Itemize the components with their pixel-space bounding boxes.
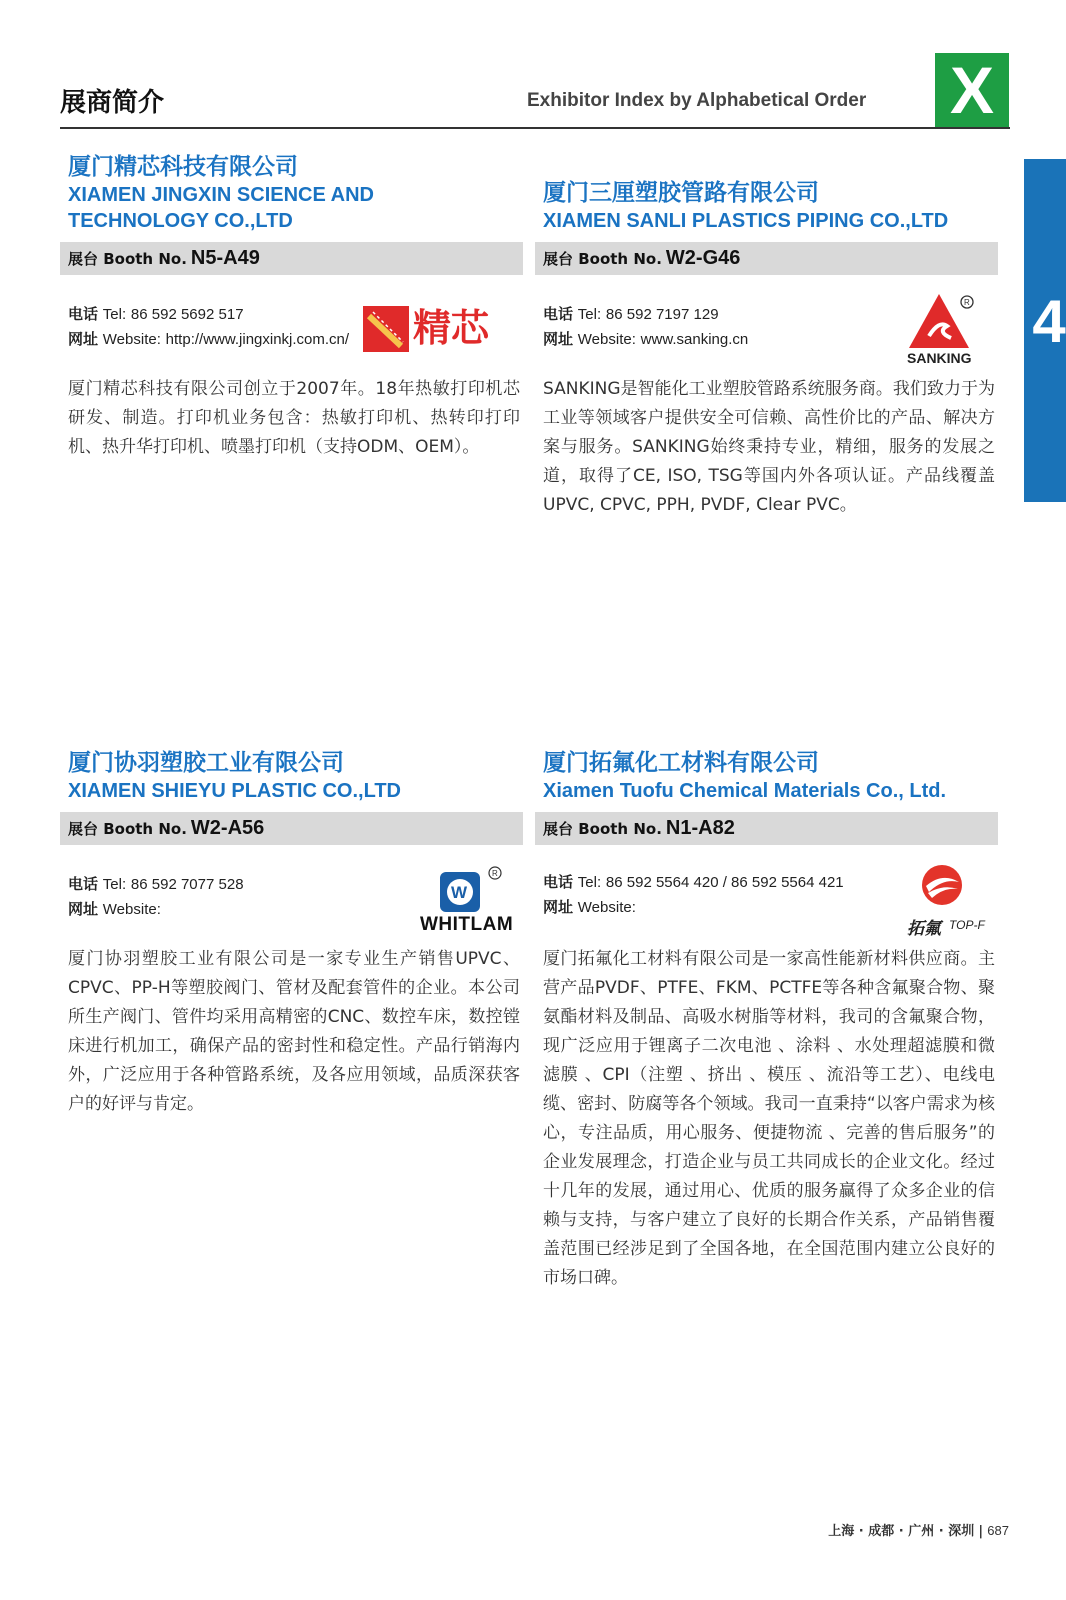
booth-number: N1-A82	[665, 817, 735, 839]
company-name-en: XIAMEN JINGXIN SCIENCE AND	[68, 184, 374, 206]
alphabet-letter-badge: X	[935, 53, 1009, 128]
company-name-en: Xiamen Tuofu Chemical Materials Co., Ltd.	[543, 780, 947, 802]
jingxin-logo-text: 精芯	[413, 305, 490, 350]
company-description: 厦门拓氟化工材料有限公司是一家高性能新材料供应商。主营产品PVDF、PTFE、FKM、PCTFE等各种含氟聚合物、聚氨酯材料及制品、高吸水树脂等材料，我司的含氟聚合物，现广泛应用于锂离子二次电池 、涂料 、水处理超滤膜和微滤膜 、CPI（注塑 、挤出 、模压 、流沿等工艺）、电线电缆、密封、防腐等各个领域。我司一直秉持“以客户需求为核心，专注品质，用心服务、便捷物流 、完善的售后服务”的企业发展理念，打造企业与员工共同成长的企业文化。经过十几年的发展，通过用心、优质的服务赢得了众多企业的信赖与支持，与客户建立了良好的长期合作关系，产品销售覆盖范围已经涉足到了全国各地，在全国范围内建立公良好的市场口碑。	[543, 949, 995, 1288]
web-label-cn: 网址	[68, 900, 99, 918]
booth-label: 展台 Booth No.	[68, 250, 187, 268]
tel-label-cn: 电话	[68, 305, 99, 323]
booth-number: N5-A49	[190, 247, 260, 269]
booth-label: 展台 Booth No.	[543, 820, 662, 838]
company-name-cn: 厦门拓氟化工材料有限公司	[543, 750, 819, 776]
website-link[interactable]: http://www.jingxinkj.com.cn/	[165, 331, 350, 348]
website-link[interactable]: www.sanking.cn	[640, 331, 749, 348]
svg-text:R: R	[964, 298, 970, 307]
booth-bar	[535, 812, 998, 845]
sanking-logo	[907, 292, 991, 368]
company-name-cn: 厦门精芯科技有限公司	[68, 154, 298, 180]
booth-bar	[60, 242, 523, 275]
header-divider	[60, 127, 1010, 129]
company-name-en: XIAMEN SHIEYU PLASTIC CO.,LTD	[68, 780, 401, 802]
exhibitor-card-shieyu	[60, 748, 523, 1128]
tel-value: 86 592 5692 517	[130, 306, 244, 323]
tuofu-logo-text: 拓氟	[907, 919, 941, 939]
tuofu-logo-text-en: TOP-F	[949, 918, 985, 932]
tel-label-en: Tel:	[577, 306, 602, 323]
company-description: 厦门协羽塑胶工业有限公司是一家专业生产销售UPVC、CPVC、PP-H等塑胶阀门、管材及配套管件的企业。本公司所生产阀门、管件均采用高精密的CNC、数控车床，数控镗床进行机加工，确保产品的密封性和稳定性。产品行销海内外，广泛应用于各种管路系统，及各应用领域，品质深获客户的好评与肯定。	[68, 949, 520, 1114]
tel-value: 86 592 7077 528	[130, 876, 244, 893]
booth-label: 展台 Booth No.	[68, 820, 187, 838]
jingxin-logo	[363, 304, 509, 354]
web-label-en: Website:	[102, 901, 161, 918]
booth-bar	[535, 242, 998, 275]
company-name-en-line2: TECHNOLOGY CO.,LTD	[68, 210, 293, 232]
booth-number: W2-A56	[190, 817, 265, 839]
company-description: 厦门精芯科技有限公司创立于2007年。18年热敏打印机芯研发、制造。打印机业务包含：热敏打印机、热转印打印机、热升华打印机、喷墨打印机（支持ODM、OEM）。	[68, 379, 520, 457]
sanking-logo-text: SANKING	[907, 350, 972, 366]
tel-label-cn: 电话	[68, 875, 99, 893]
booth-bar	[60, 812, 523, 845]
web-label-en: Website:	[577, 899, 636, 916]
tel-label-en: Tel:	[102, 876, 127, 893]
booth-number: W2-G46	[665, 247, 741, 269]
page-section-title: 展商简介	[60, 88, 165, 118]
chip-icon	[363, 306, 409, 352]
svg-text:W: W	[451, 883, 468, 902]
page-number: 687	[987, 1523, 1009, 1538]
web-label-en: Website:	[577, 331, 636, 348]
tel-label-cn: 电话	[543, 873, 574, 891]
triangle-emblem-icon	[907, 292, 977, 350]
tuofu-logo	[907, 862, 993, 938]
web-label-cn: 网址	[543, 898, 574, 916]
tel-label-en: Tel:	[577, 874, 602, 891]
whitlam-logo	[418, 864, 518, 938]
footer-separator: |	[978, 1524, 984, 1539]
page-subtitle: Exhibitor Index by Alphabetical Order	[527, 90, 867, 111]
page-footer	[828, 1520, 1009, 1539]
exhibitor-card-tuofu	[535, 748, 998, 1308]
whitlam-logo-text: WHITLAM	[420, 914, 514, 935]
booth-label: 展台 Booth No.	[543, 250, 662, 268]
tel-value: 86 592 5564 420 / 86 592 5564 421	[605, 874, 844, 891]
company-name-en: XIAMEN SANLI PLASTICS PIPING CO.,LTD	[543, 210, 949, 232]
w-emblem-icon	[418, 864, 518, 914]
tel-value: 86 592 7197 129	[605, 306, 719, 323]
company-name-cn: 厦门协羽塑胶工业有限公司	[68, 750, 344, 776]
company-name-cn: 厦门三厘塑胶管路有限公司	[543, 180, 819, 206]
section-number: 4	[1032, 288, 1066, 355]
contact-info	[68, 872, 244, 922]
contact-info	[68, 302, 349, 352]
contact-info	[543, 302, 748, 352]
web-label-cn: 网址	[68, 330, 99, 348]
footer-locations: 上海 · 成都 · 广州 · 深圳	[828, 1524, 975, 1539]
svg-text:R: R	[492, 869, 498, 878]
sphere-emblem-icon	[919, 862, 965, 908]
web-label-en: Website:	[102, 331, 161, 348]
exhibitor-card-jingxin	[60, 152, 523, 472]
section-side-tab	[1024, 159, 1066, 502]
web-label-cn: 网址	[543, 330, 574, 348]
tel-label-cn: 电话	[543, 305, 574, 323]
exhibitor-card-sanli	[535, 178, 998, 518]
company-description: SANKING是智能化工业塑胶管路系统服务商。我们致力于为工业等领域客户提供安全可信赖、高性价比的产品、解决方案与服务。SANKING始终秉持专业，精细，服务的发展之道，取得了CE, ISO, TSG等国内外各项认证。产品线覆盖UPVC, CPVC, PPH, PVDF, Clear PVC。	[543, 379, 995, 515]
contact-info	[543, 870, 844, 920]
tel-label-en: Tel:	[102, 306, 127, 323]
